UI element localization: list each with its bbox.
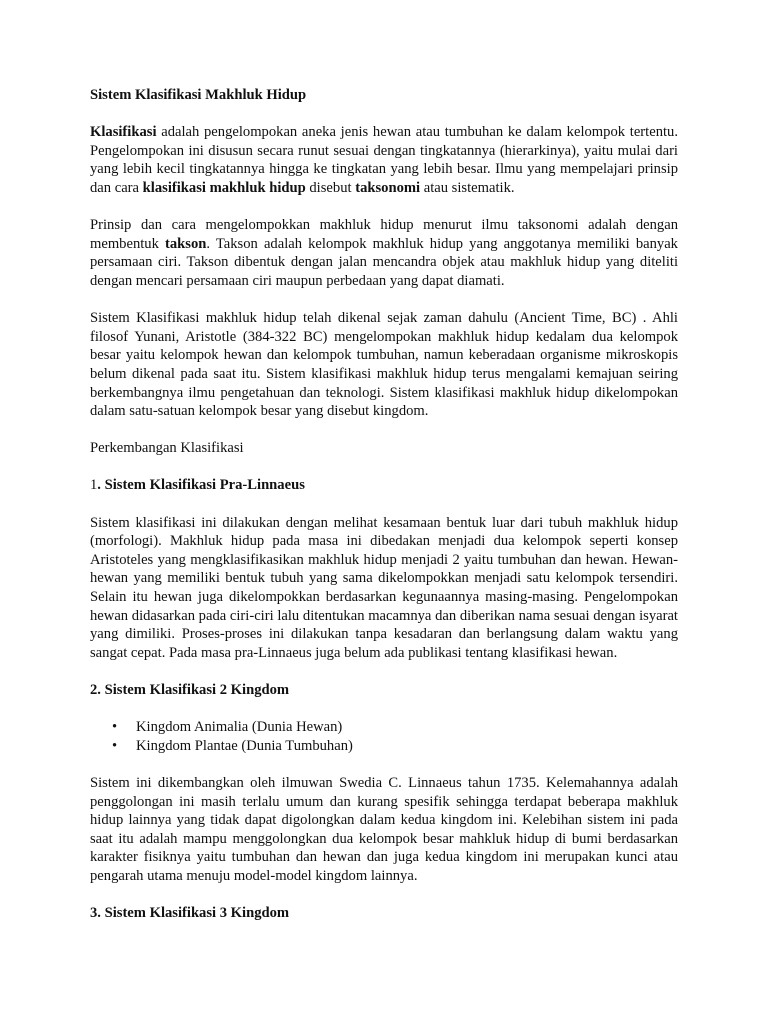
kingdom-list xyxy=(90,718,678,755)
paragraph-pra-linnaeus: Sistem klasifikasi ini dilakukan dengan melihat kesamaan bentuk luar dari tubuh makhluk hidup (morfologi). Makhluk hidup pada masa ini dibedakan menjadi dua kelompok seperti konsep Aristoteles yang mengklasifikasikan makhluk hidup menjadi 2 yaitu tumbuhan dan hewan. Hewan-hewan yang memiliki bentuk tubuh yang sama dikelompokkan menjadi satu kelompok tersendiri. Selain itu hewan juga dikelompokkan berdasarkan kegunaannya masing-masing. Pengelompokan hewan didasarkan pada ciri-ciri lalu ditentukan macamnya dan diberikan nama sesuai dengan isyarat yang dimiliki. Proses-proses ini dilakukan tanpa kesadaran dan berlangsung dalam waktu yang sangat cepat. Pada masa pra-Linnaeus juga belum ada publikasi tentang klasifikasi hewan. xyxy=(90,514,678,661)
paragraph-text: . Takson adalah kelompok makhluk hidup yang anggotanya memiliki banyak persamaan ciri. Takson dibentuk dengan jalan mencandra objek atau makhluk hidup yang diteliti dengan mencari persamaan ciri maupun perbedaan yang dapat diamati. xyxy=(90,235,678,289)
list-item xyxy=(112,737,678,756)
paragraph-text: disebut xyxy=(305,179,356,196)
list-item-text: Kingdom Animalia (Dunia Hewan) xyxy=(136,719,343,736)
spacer xyxy=(90,458,678,477)
paragraph-text: adalah pengelompokan aneka jenis hewan atau tumbuhan ke dalam kelompok tertentu. Pengelompokan ini disusun secara runut sesuai dengan tingkatannya (hierarkinya), yaitu mulai dari yang lebih kecil tingkatannya hingga ke tingkatan yang lebih besar. Ilmu yang mempelajari prinsip dan cara xyxy=(90,124,678,196)
spacer xyxy=(90,495,678,514)
document-title: Sistem Klasifikasi Makhluk Hidup xyxy=(90,87,307,103)
spacer xyxy=(90,421,678,440)
term-taksonomi: taksonomi xyxy=(355,179,421,196)
spacer xyxy=(90,198,678,217)
paragraph-takson xyxy=(90,216,678,290)
term-takson: takson xyxy=(165,235,207,252)
document-page xyxy=(90,86,678,923)
paragraph-text: Prinsip dan cara mengelompokkan makhluk hidup menurut ilmu taksonomi adalah dengan membentuk xyxy=(90,217,678,252)
section-label-perkembangan: Perkembangan Klasifikasi xyxy=(90,440,244,457)
spacer xyxy=(90,755,678,774)
paragraph-klasifikasi-definition xyxy=(90,123,678,197)
term-klasifikasi: Klasifikasi xyxy=(90,124,157,141)
heading-text: . Sistem Klasifikasi Pra-Linnaeus xyxy=(97,477,305,494)
spacer xyxy=(90,291,678,310)
paragraph-text: atau sistematik. xyxy=(420,179,515,196)
bullet-icon: • xyxy=(112,719,118,736)
spacer xyxy=(90,105,678,124)
paragraph-history: Sistem Klasifikasi makhluk hidup telah dikenal sejak zaman dahulu (Ancient Time, BC) . Ahli filosof Yunani, Aristotle (384-322 BC) mengelompokan makhluk hidup kedalam dua kelompok besar yaitu kelompok hewan dan kelompok tumbuhan, namun keberadaan organisme mikroskopis belum dikenal pada saat itu. Sistem klasifikasi makhluk hidup terus mengalami kemajuan seiring berkembangnya ilmu pengetahuan dan teknologi. Sistem klasifikasi makhluk hidup dikelompokan dalam satu-satuan kelompok besar yang disebut kingdom. xyxy=(90,310,678,420)
spacer xyxy=(90,662,678,681)
heading-pra-linnaeus xyxy=(90,476,678,495)
spacer xyxy=(90,700,678,719)
bullet-icon: • xyxy=(112,737,118,754)
heading-3-kingdom: 3. Sistem Klasifikasi 3 Kingdom xyxy=(90,905,290,922)
list-item-text: Kingdom Plantae (Dunia Tumbuhan) xyxy=(136,737,353,754)
paragraph-linnaeus: Sistem ini dikembangkan oleh ilmuwan Swedia C. Linnaeus tahun 1735. Kelemahannya adalah penggolongan ini masih terlalu umum dan kurang spesifik sehingga terdapat beberapa makhluk hidup lainnya yang tidak dapat digolongkan dalam kedua kingdom ini. Kelebihan sistem ini pada saat itu adalah mampu menggolongkan dua kelompok besar mahkluk hidup di bumi berdasarkan karakter fisiknya yaitu tumbuhan dan hewan dan juga kedua kingdom ini merupakan kunci atau pengarah utama menuju model-model kingdom lainnya. xyxy=(90,774,678,884)
spacer xyxy=(90,886,678,905)
heading-number: 1 xyxy=(90,477,98,494)
list-item xyxy=(112,718,678,737)
term-klasifikasi-makhluk-hidup: klasifikasi makhluk hidup xyxy=(142,179,306,196)
heading-2-kingdom: 2. Sistem Klasifikasi 2 Kingdom xyxy=(90,682,290,698)
